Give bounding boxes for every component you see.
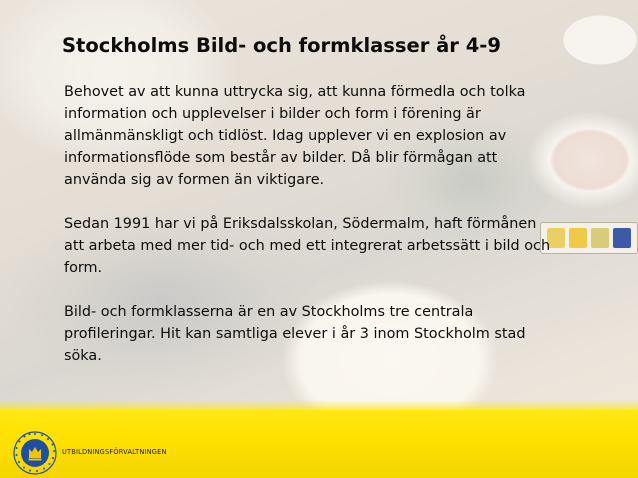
paragraph-3: Bild- och formklasserna är en av Stockholms tre centrala profileringar. Hit kan samtliga elever i år 3 inom Stockholm stad söka. <box>64 304 526 364</box>
slide-title: Stockholms Bild- och formklasser år 4-9 <box>62 34 501 57</box>
footer-bar <box>0 410 638 478</box>
stockholm-crown-seal-icon <box>12 430 58 476</box>
paragraph-1: Behovet av att kunna uttrycka sig, att kunna förmedla och tolka information och upplevelser i bilder och form i förening är allmänmänskligt och tidlöst. Idag upplever vi en explosion av informationsflöde som består av bilder. Då blir förmågan att använda sig av formen än viktigare. <box>64 84 526 188</box>
slide-body <box>64 81 564 367</box>
paragraph-2: Sedan 1991 har vi på Eriksdalsskolan, Södermalm, haft förmånen att arbeta med mer tid- och med ett integrerat arbetssätt i bild och form. <box>64 216 551 276</box>
organization-name: UTBILDNINGSFÖRVALTNINGEN <box>62 448 167 456</box>
